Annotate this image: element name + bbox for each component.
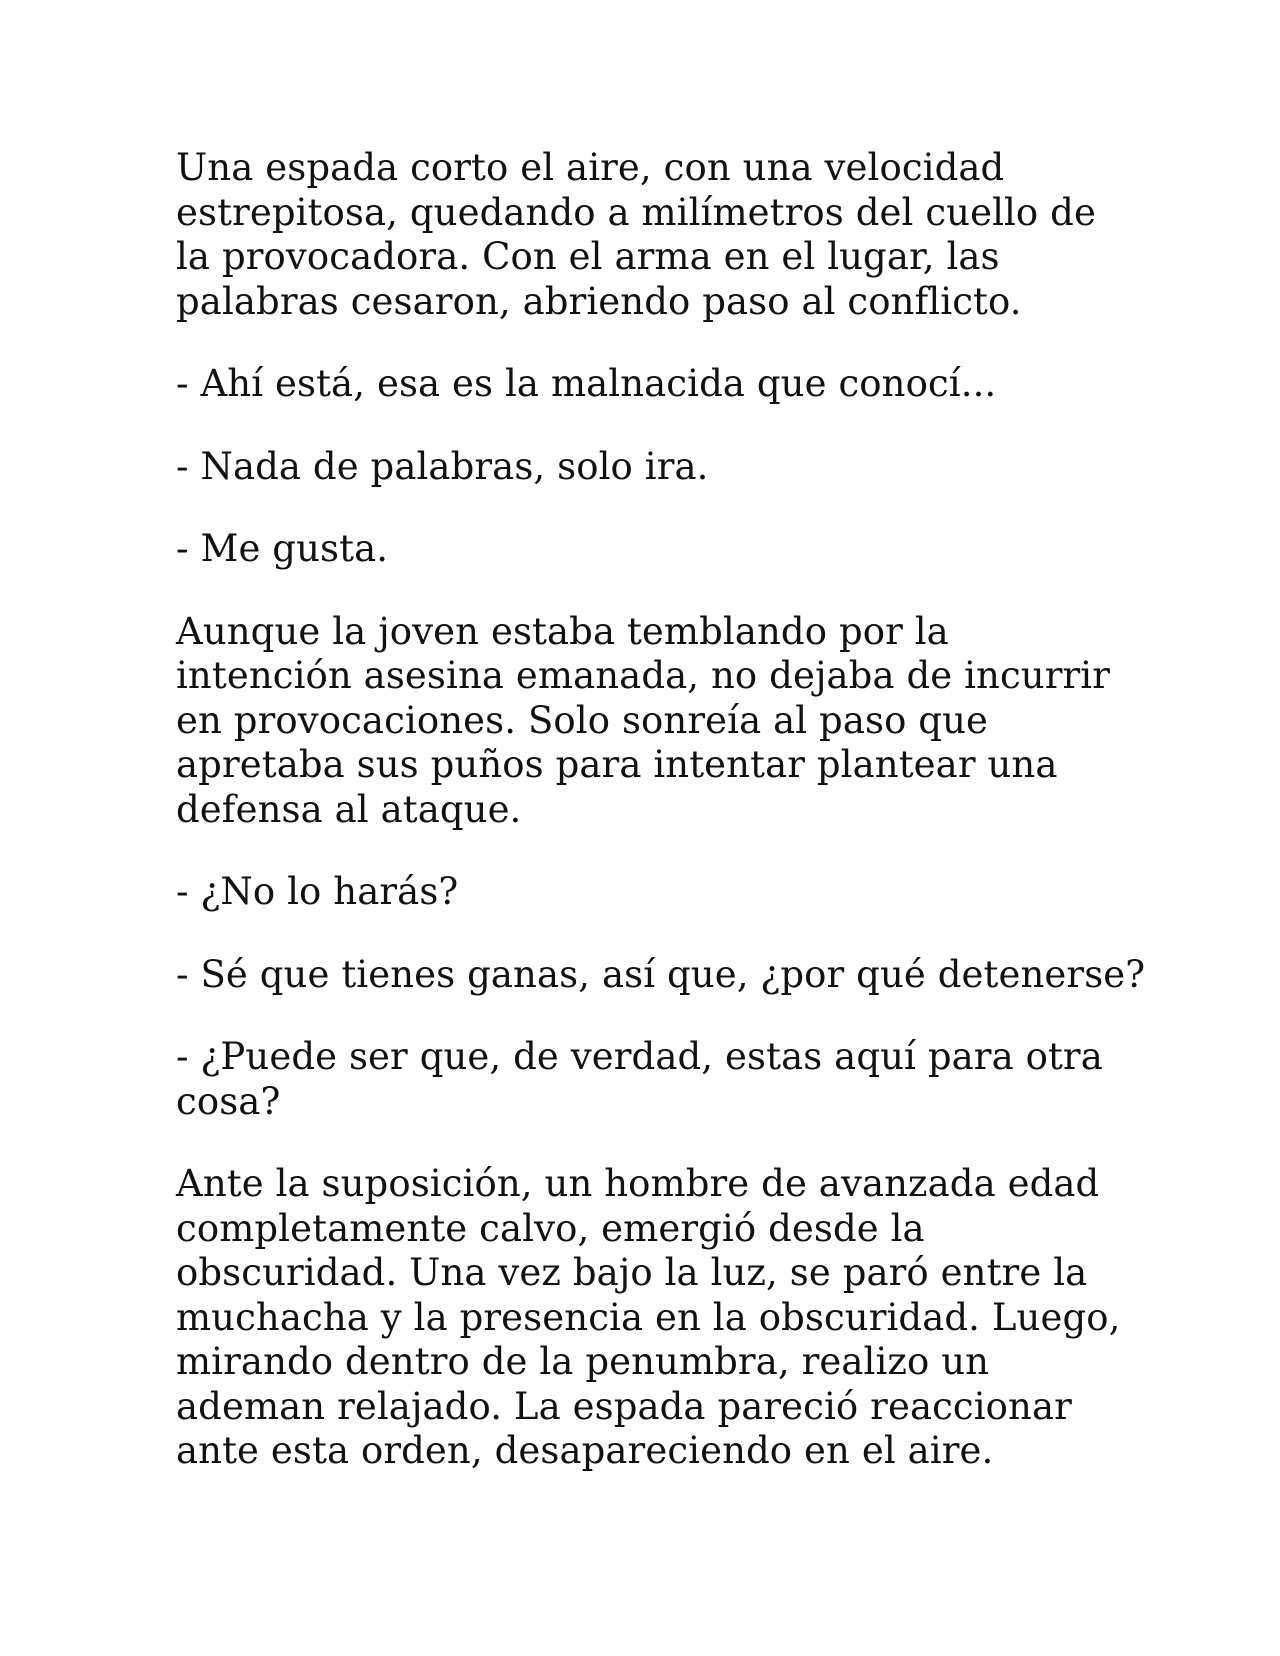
paragraph-dialogue-2: [176, 445, 1096, 490]
text-line: - Me gusta.: [176, 527, 389, 570]
text-line: apretaba sus puños para intentar plantear una: [176, 743, 1058, 786]
text-line: - Nada de palabras, solo ira.: [176, 444, 709, 488]
text-line: en provocaciones. Solo sonreía al paso que: [176, 698, 989, 742]
text-line: defensa al ataque.: [176, 787, 522, 831]
paragraph-dialogue-1: [176, 362, 1096, 407]
text-line: Una espada corto el aire, con una velocidad: [176, 146, 1005, 189]
text-line: - ¿No lo harás?: [176, 870, 459, 913]
text-line: ante esta orden, desapareciendo en el aire.: [176, 1429, 994, 1472]
paragraph-narration-1: [176, 146, 1096, 324]
paragraph-dialogue-5: [176, 952, 1146, 998]
paragraph-dialogue-4: [176, 870, 1096, 915]
text-line: Ante la suposición, un hombre de avanzada edad: [176, 1162, 1100, 1205]
text-line: cosa?: [176, 1079, 281, 1123]
text-line: la provocadora. Con el arma en el lugar, las: [176, 235, 1000, 278]
paragraph-narration-3: [176, 1162, 1121, 1474]
paragraph-narration-2: [176, 609, 1111, 833]
text-line: intención asesina emanada, no dejaba de incurrir: [176, 654, 1111, 697]
paragraph-dialogue-3: [176, 527, 1096, 572]
body-text: [176, 146, 1146, 1512]
text-line: - Sé que tienes ganas, así que, ¿por qué detenerse?: [176, 952, 1146, 996]
text-line: palabras cesaron, abriendo paso al conflicto.: [176, 279, 1022, 323]
text-line: muchacha y la presencia en la obscuridad. Luego,: [176, 1295, 1121, 1339]
text-line: obscuridad. Una vez bajo la luz, se paró entre la: [176, 1251, 1088, 1294]
text-line: - Ahí está, esa es la malnacida que conocí...: [176, 362, 997, 405]
text-line: Aunque la joven estaba temblando por la: [176, 609, 949, 653]
text-line: ademan relajado. La espada pareció reaccionar: [176, 1384, 1072, 1428]
text-line: estrepitosa, quedando a milímetros del cuello de: [176, 190, 1096, 234]
text-line: - ¿Puede ser que, de verdad, estas aquí para otra: [176, 1035, 1103, 1078]
text-line: completamente calvo, emergió desde la: [176, 1206, 925, 1250]
text-line: mirando dentro de la penumbra, realizo un: [176, 1340, 990, 1383]
paragraph-dialogue-6: [176, 1035, 1103, 1124]
